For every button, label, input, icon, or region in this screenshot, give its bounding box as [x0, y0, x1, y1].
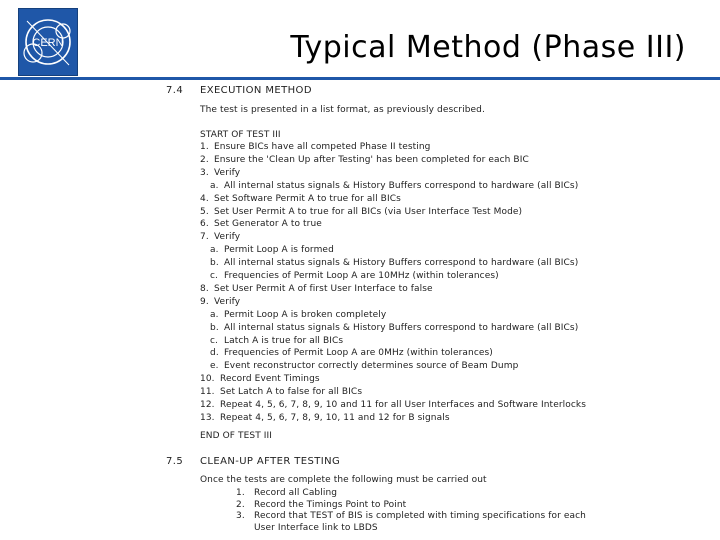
list-item [210, 245, 334, 255]
list-item [200, 297, 240, 307]
section-number: 7.5 [166, 456, 184, 467]
list-item-text: Set Generator A to true [214, 219, 322, 230]
list-item [210, 336, 343, 346]
list-item-number: 7. [200, 232, 209, 243]
list-item-number: b. [210, 258, 219, 269]
list-item [210, 181, 578, 191]
list-item-text: Repeat 4, 5, 6, 7, 8, 9, 10 and 11 for all User Interfaces and Software Interlocks [220, 400, 586, 410]
list-item [200, 400, 586, 410]
list-item-number: a. [210, 309, 219, 320]
list-item [210, 271, 499, 281]
test-start: START OF TEST III [200, 130, 281, 140]
list-item-text: Event reconstructor correctly determines source of Beam Dump [224, 361, 519, 372]
list-item-number: b. [210, 322, 219, 333]
list-item-number: 2. [200, 154, 209, 165]
list-item-text: Frequencies of Permit Loop A are 10MHz (within tolerances) [224, 271, 499, 281]
list-item-number: c. [210, 335, 219, 346]
list-item [254, 523, 378, 533]
list-item-number: 11. [200, 387, 215, 398]
list-item-text: Permit Loop A is broken completely [224, 309, 387, 320]
list-item-text: Repeat 4, 5, 6, 7, 8, 9, 10, 11 and 12 for B signals [220, 412, 450, 423]
list-item [210, 258, 578, 268]
list-item [200, 194, 401, 204]
list-item-text: Verify [214, 296, 241, 307]
list-item [236, 511, 586, 521]
list-item-text: Permit Loop A is formed [224, 245, 334, 256]
list-item-text: Record Event Timings [220, 374, 320, 385]
list-item-text: Set User Permit A of first User Interface to false [214, 283, 433, 294]
list-item [200, 155, 529, 165]
list-item-number: 1. [200, 142, 209, 152]
cleanup-intro: Once the tests are complete the following must be carried out [200, 475, 487, 485]
list-item-text: Record that TEST of BIS is completed with timing specifications for each [254, 511, 586, 521]
list-item-number: 3. [236, 511, 245, 521]
list-item-number: 3. [200, 167, 209, 178]
list-item-text: All internal status signals & History Buffers correspond to hardware (all BICs) [224, 180, 579, 191]
list-item-number: a. [210, 180, 219, 191]
list-item-text: Verify [214, 167, 241, 178]
slide-header [0, 0, 720, 80]
list-item [210, 323, 578, 333]
list-item-number: 4. [200, 193, 209, 204]
list-item [200, 168, 240, 178]
test-end: END OF TEST III [200, 431, 273, 441]
logo-text: CERN [32, 37, 64, 49]
section-number: 7.4 [166, 85, 184, 96]
list-item-number: e. [210, 361, 219, 372]
list-item-text: All internal status signals & History Buffers correspond to hardware (all BICs) [224, 258, 579, 269]
section-7-4-heading [166, 85, 312, 96]
list-item-text: Set Software Permit A to true for all BICs [214, 193, 401, 204]
list-item-number: a. [210, 245, 219, 256]
section-7-5-heading [166, 456, 340, 467]
list-item [210, 361, 518, 371]
list-item-number: 1. [236, 488, 245, 498]
list-item-text: Set Latch A to false for all BICs [220, 387, 363, 398]
list-item [210, 348, 493, 358]
list-item-number: 12. [200, 400, 215, 410]
list-item-text: Ensure the 'Clean Up after Testing' has been completed for each BIC [214, 154, 529, 165]
list-item [200, 207, 522, 217]
list-item-number: 6. [200, 219, 209, 230]
slide-title: Typical Method (Phase III) [290, 30, 686, 65]
cern-logo [18, 8, 78, 76]
list-item-number: 5. [200, 206, 209, 217]
list-item [200, 413, 450, 423]
list-item-number: 9. [200, 296, 209, 307]
list-item [236, 488, 337, 498]
list-item [200, 387, 362, 397]
list-item-text: Set User Permit A to true for all BICs (via User Interface Test Mode) [214, 206, 523, 217]
cern-logo-icon [19, 9, 77, 75]
list-item [236, 500, 406, 510]
list-item-number: 2. [236, 499, 245, 510]
list-item [200, 219, 322, 229]
list-item-text: Verify [214, 232, 241, 243]
list-item-text: Record the Timings Point to Point [254, 499, 407, 510]
list-item [210, 310, 386, 320]
list-item-number: 13. [200, 412, 215, 423]
list-item-number: 8. [200, 283, 209, 294]
list-item-number: 10. [200, 374, 215, 385]
list-item-number: d. [210, 348, 219, 359]
list-item-text: User Interface link to LBDS [254, 522, 378, 533]
list-item-text: Record all Cabling [254, 488, 338, 498]
list-item-text: Frequencies of Permit Loop A are 0MHz (within tolerances) [224, 348, 493, 359]
section-title: EXECUTION METHOD [200, 85, 312, 96]
list-item [200, 374, 320, 384]
list-item [200, 142, 430, 152]
list-item [200, 232, 240, 242]
list-item-number: c. [210, 271, 219, 281]
section-intro: The test is presented in a list format, as previously described. [200, 105, 485, 115]
section-title: CLEAN-UP AFTER TESTING [200, 456, 341, 467]
list-item [200, 284, 433, 294]
list-item-text: All internal status signals & History Buffers correspond to hardware (all BICs) [224, 322, 579, 333]
header-rule [0, 77, 720, 80]
list-item-text: Latch A is true for all BICs [224, 335, 344, 346]
list-item-text: Ensure BICs have all competed Phase II testing [214, 142, 431, 152]
